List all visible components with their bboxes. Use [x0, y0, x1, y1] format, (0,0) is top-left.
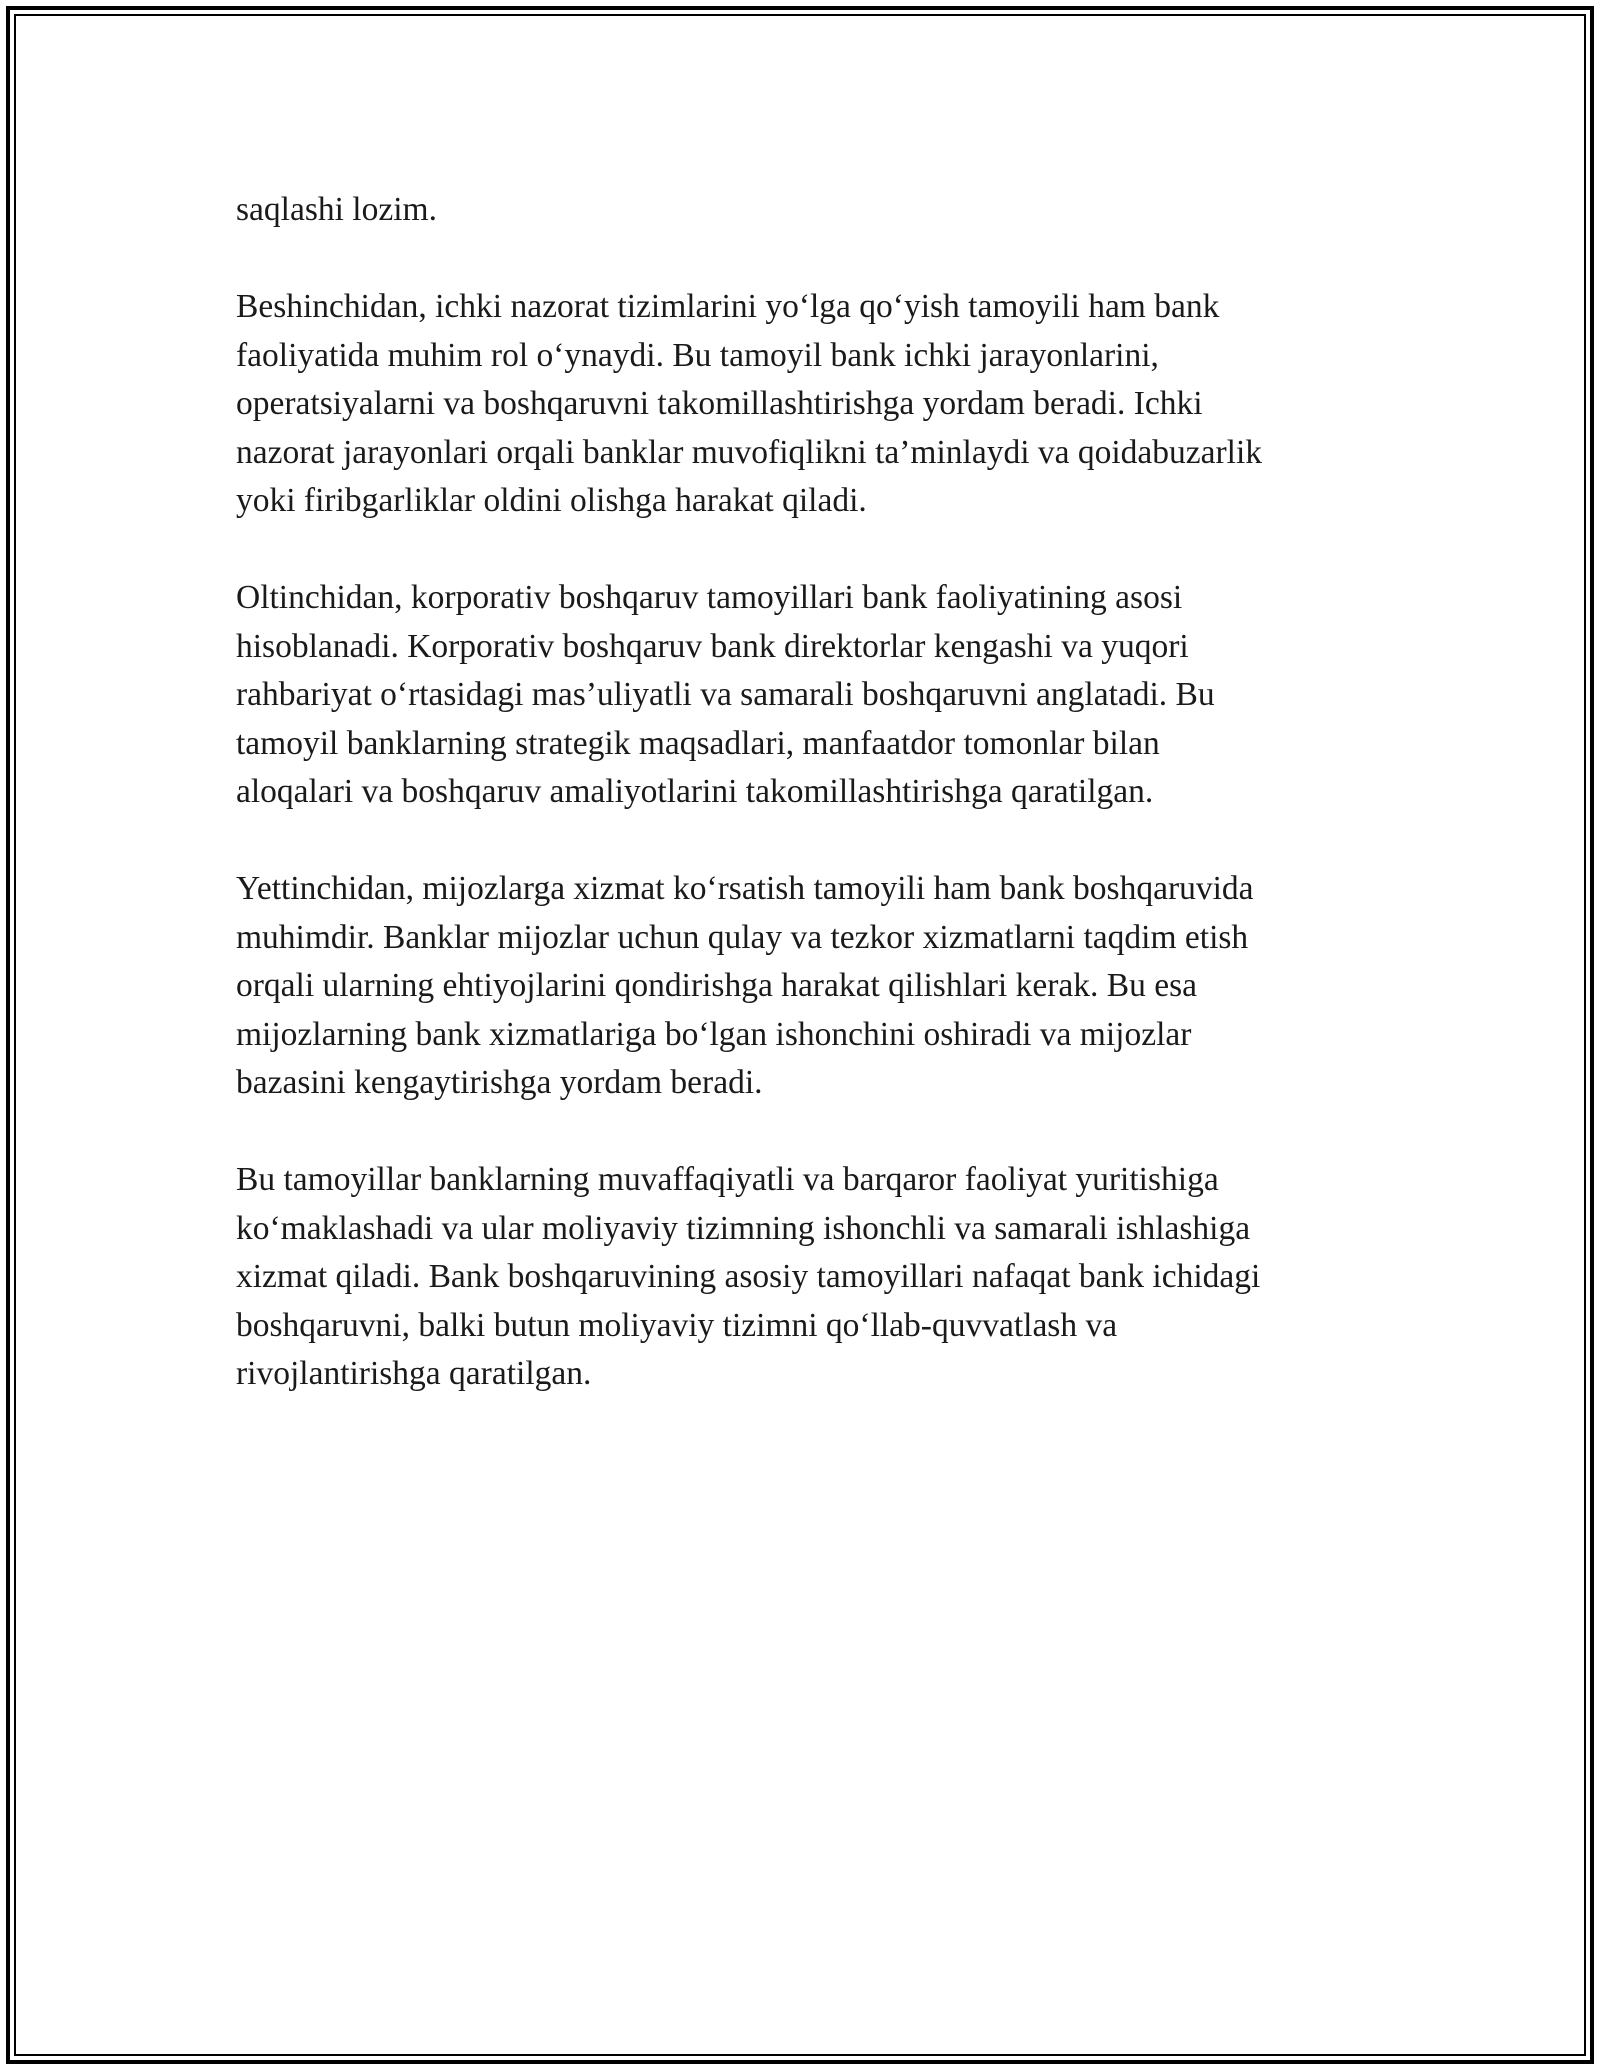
text-line: xizmat qiladi. Bank boshqaruvining asosiy tamoyillari nafaqat bank ichidagi — [236, 1258, 1261, 1295]
paragraph-corporate-governance — [236, 574, 1376, 817]
text-line: operatsiyalarni va boshqaruvni takomillashtirishga yordam beradi. Ichki — [236, 385, 1203, 422]
text-line: Yettinchidan, mijozlarga xizmat ko‘rsatish tamoyili ham bank boshqaruvida — [236, 870, 1254, 907]
text-line: rivojlantirishga qaratilgan. — [236, 1355, 592, 1392]
text-line: rahbariyat o‘rtasidagi mas’uliyatli va samarali boshqaruvni anglatadi. Bu — [236, 676, 1215, 713]
text-line: Bu tamoyillar banklarning muvaffaqiyatli va barqaror faoliyat yuritishiga — [236, 1161, 1219, 1198]
text-line: Oltinchidan, korporativ boshqaruv tamoyillari bank faoliyatining asosi — [236, 579, 1183, 616]
text-line: aloqalari va boshqaruv amaliyotlarini takomillashtirishga qaratilgan. — [236, 773, 1154, 810]
text-line: orqali ularning ehtiyojlarini qondirishga harakat qilishlari kerak. Bu esa — [236, 967, 1197, 1004]
text-line: nazorat jarayonlari orqali banklar muvofiqlikni ta’minlaydi va qoidabuzarlik — [236, 433, 1263, 471]
text-line: yoki firibgarliklar oldini olishga harakat qiladi. — [236, 482, 867, 519]
paragraph-conclusion — [236, 1156, 1376, 1399]
paragraph-customer-service — [236, 865, 1376, 1108]
document-body — [236, 186, 1376, 1447]
text-line: muhimdir. Banklar mijozlar uchun qulay va tezkor xizmatlarni taqdim etish — [236, 918, 1249, 956]
paragraph-continuation — [236, 186, 1376, 235]
text-line: tamoyil banklarning strategik maqsadlari, manfaatdor tomonlar bilan — [236, 724, 1160, 762]
text-line: bazasini kengaytirishga yordam beradi. — [236, 1064, 763, 1101]
text-line: boshqaruvni, balki butun moliyaviy tizimni qo‘llab-quvvatlash va — [236, 1306, 1118, 1344]
text-line: ko‘maklashadi va ular moliyaviy tizimning ishonchli va samarali ishlashiga — [236, 1209, 1251, 1247]
text-line: mijozlarning bank xizmatlariga bo‘lgan ishonchini oshiradi va mijozlar — [236, 1015, 1192, 1053]
text-line: Beshinchidan, ichki nazorat tizimlarini yo‘lga qo‘yish tamoyili ham bank — [236, 288, 1220, 325]
text-line: saqlashi lozim. — [236, 191, 437, 228]
text-line: hisoblanadi. Korporativ boshqaruv bank direktorlar kengashi va yuqori — [236, 627, 1189, 665]
text-line: faoliyatida muhim rol o‘ynaydi. Bu tamoyil bank ichki jarayonlarini, — [236, 336, 1159, 374]
paragraph-internal-control — [236, 283, 1376, 526]
